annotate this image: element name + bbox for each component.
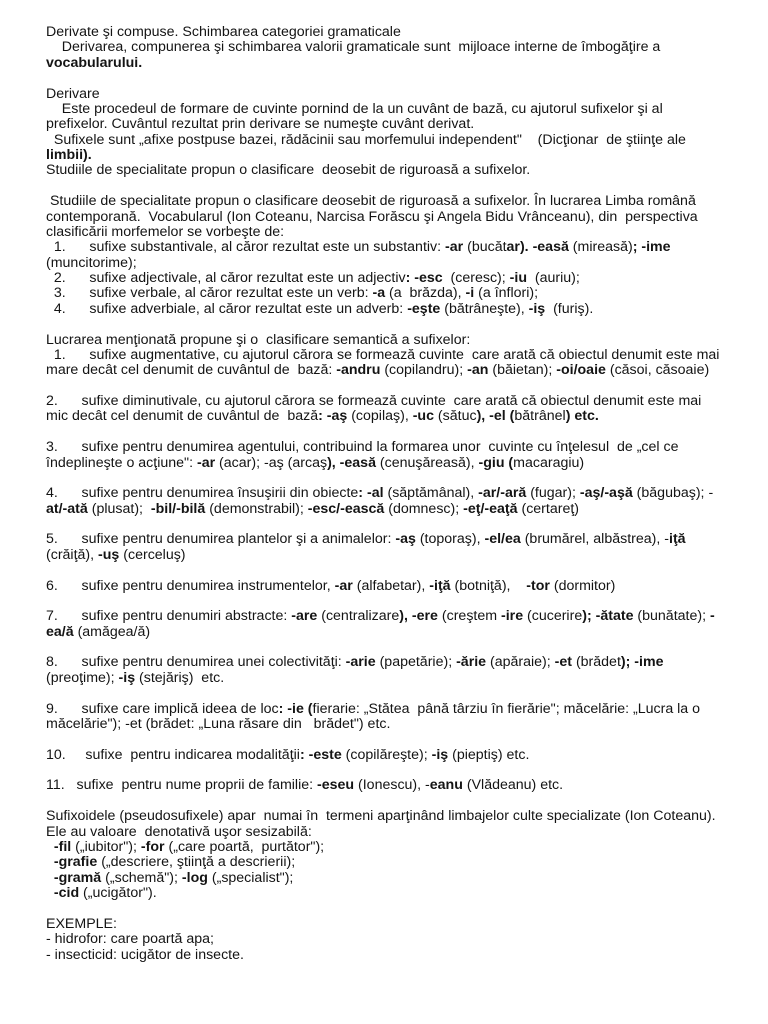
text-line [46,825,768,840]
text-run: (plusat); [87,500,151,517]
text-run: (brădet [572,654,621,671]
bold-text-run: -ar [196,454,216,471]
bold-text-run: -an [467,362,489,379]
bold-text-run: -arie [345,654,376,671]
text-run: (a brăzda), [385,285,466,302]
text-run: (cucerire [523,608,583,625]
text-run: („care poartă, purtător"); [164,838,325,855]
text-run: (certareţ) [517,500,580,517]
text-run: (demonstrabil); [205,500,308,517]
text-run: (Ionescu), - [354,777,430,794]
text-run: (băietan); [488,362,557,379]
text-line [46,286,768,301]
text-run: 10. sufixe pentru indicarea modalităţii [46,746,300,763]
paragraph [46,579,768,594]
text-line [46,579,768,594]
text-run: (bucăt [463,239,507,256]
bold-text-run: -ar/-ară [478,485,527,502]
paragraph [46,809,768,901]
bold-text-run: ar). -easă [506,239,569,256]
paragraph [46,748,768,763]
text-line [46,102,768,117]
text-run: (căsoi, căsoaie) [605,362,710,379]
text-run: mic decât cel denumit de cuvântul de bază [46,408,319,425]
bold-text-run: -a [372,285,386,302]
text-run: (stejăriş) etc. [135,669,225,686]
text-run: (acar); -aş (arcaş [215,454,328,471]
text-line [46,240,768,255]
text-run: macaragiu) [513,454,585,471]
text-line [46,548,768,563]
bold-text-run: at/-ată [46,500,88,517]
text-line [46,886,768,901]
bold-text-run: : -ie ( [278,700,313,717]
bold-text-run: -for [140,838,165,855]
paragraph [46,917,768,963]
text-line [46,840,768,855]
text-run: fierarie: „Stătea până târziu în fierărie"; măcelărie: „Lucra la o [312,700,701,717]
text-run: („specialist"); [207,869,294,886]
bold-text-run: : -esc [405,270,443,286]
text-line [46,855,768,870]
paragraph [46,655,768,686]
text-run: 1. sufixe augmentative, cu ajutorul cărora se formează cuvinte care arată că obiectul denumit este mai [46,346,720,363]
bold-text-run: -oi/oaie [556,362,606,379]
text-line [46,932,768,947]
text-run: (Vlădeanu) etc. [462,777,564,794]
text-run: bătrânel [514,408,566,425]
paragraph [46,194,768,317]
bold-text-run: -cid [46,885,80,901]
text-run: („iubitor"); [71,838,141,855]
text-line [46,117,768,132]
text-line [46,148,768,163]
text-run: (papetărie); [375,654,457,671]
text-line [46,87,768,102]
text-run: (furiş). [545,300,594,317]
text-line [46,163,768,178]
bold-text-run: -eşte [407,300,441,317]
text-run: (cerceluş) [119,546,186,563]
text-run: EXEMPLE: [46,915,117,932]
text-run: (amăgea/ă) [73,623,151,640]
paragraph [46,87,768,179]
text-run: Derivate şi compuse. Schimbarea categoriei gramaticale [46,24,401,40]
text-line [46,348,768,363]
text-run: Derivarea, compunerea şi schimbarea valorii gramaticale sunt mijloace interne de îmbogăţire a [46,39,661,56]
text-line [46,917,768,932]
text-run: 2. sufixe diminutivale, cu ajutorul cărora se formează cuvinte care arată că obiectul denumit este mai [46,393,702,409]
text-run: mare decât cel denumit de cuvântul de bază: [46,362,337,379]
text-run: Studiile de specialitate propun o clasificare deosebit de riguroasă a sufixelor. [46,162,531,179]
text-line [46,256,768,271]
text-run: 4. sufixe adverbiale, al căror rezultat este un adverb: [46,300,408,317]
text-run: clasificării morfemelor se vorbeşte de: [46,223,285,240]
text-run: (copilăreşte); [341,746,432,763]
bold-text-run: ) etc. [565,408,599,425]
bold-text-run: -uc [412,408,434,425]
text-line [46,363,768,378]
text-run: 3. sufixe verbale, al căror rezultat este un verb: [46,285,373,302]
text-run: (cenuşăreasă), [375,454,479,471]
text-run: (ceresc); [442,270,510,286]
text-line [46,748,768,763]
bold-text-run: -andru [336,362,381,379]
text-run: (crăiţă), [46,546,99,563]
bold-text-run: -ar [334,577,353,594]
bold-text-run: -et [554,654,572,671]
text-line [46,333,768,348]
text-run: (săptămânal), [383,485,479,502]
text-line [46,655,768,670]
text-run: („descriere, ştiinţă a descrierii); [97,854,296,871]
text-run: Sufixoidele (pseudosufixele) apar numai în termeni aparţinând limbajelor culte specializate (Ion Coteanu). [46,808,716,825]
bold-text-run: iţă [669,531,686,548]
bold-text-run: -log [181,869,208,886]
bold-text-run: -ărie [456,654,487,671]
paragraph [46,486,768,517]
bold-text-run: - [709,608,715,625]
bold-text-run: : -aş [318,408,348,425]
text-line [46,486,768,501]
text-run: Ele au valoare denotativă uşor sesizabilă: [46,823,312,840]
text-run: (auriu); [527,270,580,286]
text-run: îndeplineşte o acţiune": [46,454,197,471]
text-line [46,625,768,640]
text-line [46,225,768,240]
text-run: Lucrarea menţionată propune şi o clasificare semantică a sufixelor: [46,331,471,348]
text-run: (centralizare [317,608,400,625]
bold-text-run: ); -ătate [582,608,634,625]
text-run: contemporană. Vocabularul (Ion Coteanu, Narcisa Forăscu şi Angela Bidu Vrânceanu), din perspectiva [46,208,698,225]
text-line [46,532,768,547]
text-line [46,394,768,409]
text-line [46,948,768,963]
bold-text-run: -fil [46,838,72,855]
text-run: (pieptiş) etc. [448,746,530,763]
text-run: (toporaş), [415,531,485,548]
bold-text-run: -i [465,285,475,302]
text-run: (copilaş), [347,408,413,425]
text-run: (copilandru); [380,362,468,379]
paragraph [46,532,768,563]
bold-text-run: -eseu [317,777,355,794]
bold-text-run: -are [291,608,318,625]
bold-text-run: ), -el ( [476,408,515,425]
text-line [46,302,768,317]
bold-text-run: -ar [445,239,464,256]
text-run: măcelărie"); -et (brădet: „Luna răsare din brădet") etc. [46,715,391,732]
text-line [46,271,768,286]
bold-text-run: -iu [509,270,528,286]
text-run: 1. sufixe substantivale, al căror rezultat este un substantiv: [46,239,446,256]
bold-text-run: -gramă [46,869,102,886]
bold-text-run: -iţă [429,577,451,594]
bold-text-run: ); -ime [620,654,664,671]
text-line [46,809,768,824]
bold-text-run: -grafie [46,854,98,871]
text-run: (muncitorime); [46,254,137,271]
text-run: Este procedeul de formare de cuvinte pornind de la un cuvânt de bază, cu ajutorul sufixelor şi al [46,100,663,117]
text-run: 8. sufixe pentru denumirea unei colectivităţi: [46,654,346,671]
bold-text-run: -iş [118,669,136,686]
text-line [46,194,768,209]
bold-text-run: ea/ă [46,623,74,640]
text-run: 11. sufixe pentru nume proprii de familie: [46,777,318,794]
text-run: (sătuc [433,408,477,425]
paragraph [46,394,768,425]
text-line [46,133,768,148]
text-run: („schemă"); [101,869,182,886]
text-line [46,609,768,624]
bold-text-run: : -al [358,485,384,502]
text-run: 3. sufixe pentru denumirea agentului, contribuind la formarea unor cuvinte cu înţelesul de „cel ce [46,439,679,456]
bold-text-run: -uş [98,546,120,563]
text-line [46,871,768,886]
paragraph [46,440,768,471]
text-run: (bătrâneşte), [440,300,529,317]
text-run: 6. sufixe pentru denumirea instrumentelor, [46,577,335,594]
text-run: (brumărel, albăstrea), - [520,531,669,548]
text-line [46,409,768,424]
text-run: (bunătate); [633,608,710,625]
text-line [46,702,768,717]
text-line [46,40,768,55]
text-line [46,502,768,517]
text-run: 2. sufixe adjectivale, al căror rezultat este un adjectiv [46,270,406,286]
text-line [46,56,768,71]
paragraph [46,778,768,793]
bold-text-run: eanu [429,777,463,794]
text-run: 4. sufixe pentru denumirea însuşirii din obiecte [46,485,359,502]
bold-text-run: ), -ere [399,608,438,625]
bold-text-run: -giu ( [478,454,514,471]
bold-text-run: -iş [431,746,449,763]
text-run: (dormitor) [549,577,616,594]
text-run: - insecticid: ucigător de insecte. [46,946,244,963]
text-run: (creştem [437,608,501,625]
bold-text-run: -aş/-aşă [579,485,633,502]
bold-text-run: ; -ime [632,239,671,256]
paragraph [46,333,768,379]
bold-text-run: -esc/-ească [307,500,385,517]
bold-text-run: -el/ea [484,531,521,548]
text-line [46,456,768,471]
paragraph [46,609,768,640]
text-run: (botniţă), [450,577,527,594]
paragraph [46,702,768,733]
text-line [46,25,768,40]
text-run: („ucigător"). [79,885,157,901]
bold-text-run: ), -easă [327,454,376,471]
bold-text-run: -tor [526,577,550,594]
text-run: (alfabetar), [352,577,430,594]
bold-text-run: limbii). [46,147,92,163]
text-run: Studiile de specialitate propun o clasificare deosebit de riguroasă a sufixelor. În lucrarea Limba română [46,193,696,210]
text-run: prefixelor. Cuvântul rezultat prin derivare se numeşte cuvânt derivat. [46,116,475,133]
text-run: (domnesc); [384,500,464,517]
text-run: (băgubaş); - [632,485,714,502]
text-run: (fugar); [526,485,580,502]
text-run: (a înflori); [474,285,539,302]
text-run: Sufixele sunt „afixe postpuse bazei, rădăcinii sau morfemului independent" (Dicţionar de ştiinţe ale [46,131,686,148]
text-run: (preoţime); [46,669,119,686]
bold-text-run: -ire [501,608,524,625]
bold-text-run: -bil/-bilă [150,500,206,517]
text-run: 9. sufixe care implică ideea de loc [46,700,279,717]
text-run: - hidrofor: care poartă apa; [46,931,214,948]
paragraph [46,25,768,71]
bold-text-run: : -este [299,746,342,763]
text-run: (mireasă) [568,239,633,256]
text-run: Derivare [46,85,100,102]
text-run: 7. sufixe pentru denumiri abstracte: [46,608,292,625]
text-run: 5. sufixe pentru denumirea plantelor şi a animalelor: [46,531,396,548]
text-line [46,440,768,455]
text-line [46,778,768,793]
bold-text-run: -eţ/-eaţă [463,500,518,517]
text-run: (apăraie); [486,654,555,671]
text-line [46,671,768,686]
bold-text-run: vocabularului. [46,54,143,71]
text-line [46,717,768,732]
bold-text-run: -iş [528,300,546,317]
text-line [46,210,768,225]
bold-text-run: -aş [395,531,416,548]
